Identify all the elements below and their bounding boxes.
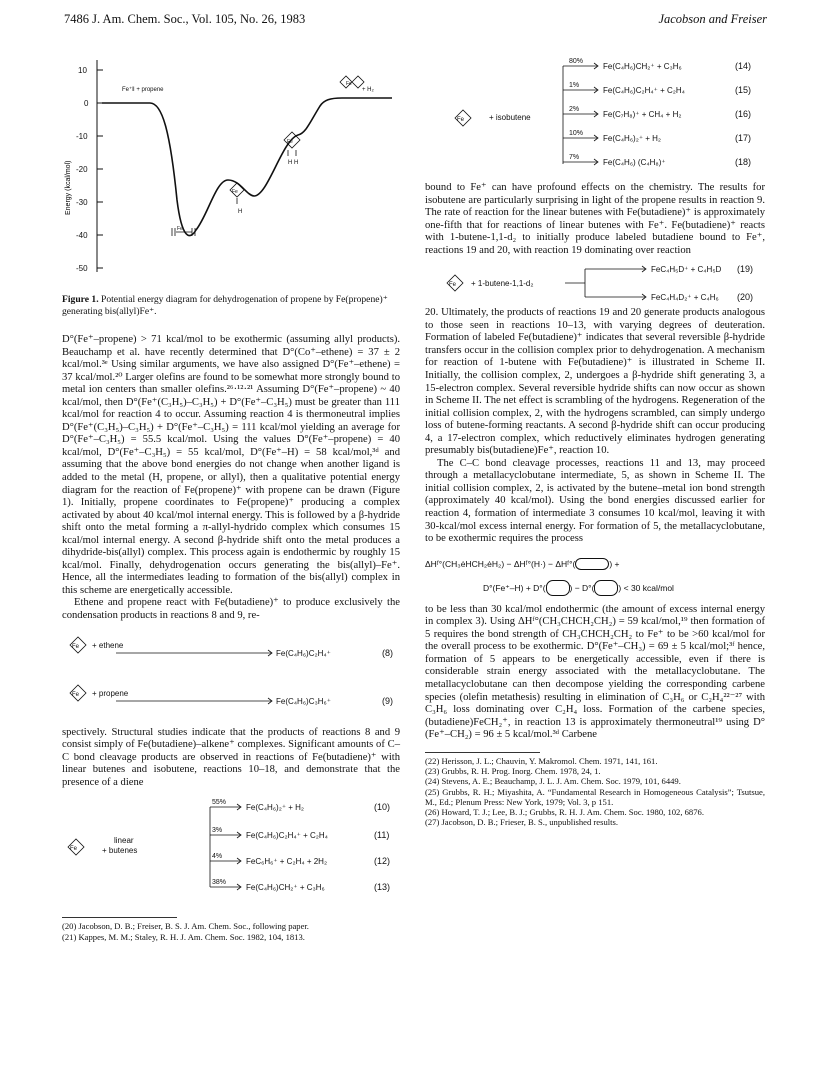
label-hydride-h: H bbox=[238, 209, 243, 215]
label-h2-end: + H₂ bbox=[362, 87, 374, 93]
left-column bbox=[62, 334, 400, 942]
rxn10-percent: 55% bbox=[212, 799, 227, 807]
rxn9-reactant: + propene bbox=[92, 688, 129, 698]
rxn8-product: Fe(C₄H₆)C₂H₄⁺ bbox=[276, 648, 331, 658]
rxn11-product: Fe(C₄H₆)C₂H₄⁺ + C₂H₄ bbox=[246, 831, 328, 841]
y-tick-minus40: -40 bbox=[76, 231, 88, 240]
rxn-iso-reactant: + isobutene bbox=[489, 113, 531, 122]
figure-1-caption bbox=[62, 294, 400, 317]
rxn8-number: (8) bbox=[382, 647, 393, 658]
svg-text:Fe: Fe bbox=[177, 226, 183, 232]
rxn16-product: Fe(C₇H₈)⁺ + CH₄ + H₂ bbox=[603, 110, 682, 119]
rxn9-product: Fe(C₄H₆)C₃H₆⁺ bbox=[276, 696, 331, 706]
svg-text:Fe: Fe bbox=[287, 139, 293, 145]
reaction-8-scheme bbox=[62, 627, 400, 679]
caption-label: Figure 1. bbox=[62, 294, 99, 305]
equation-line-1: ΔHᶠ°(CH₃ėHCH₂ėH₂) − ΔHᶠ°(H·) − ΔHᶠ°( bbox=[425, 558, 576, 569]
footnote: (23) Grubbs, R. H. Prog. Inorg. Chem. 1978, 24, 1. bbox=[425, 765, 601, 776]
running-header-right: Jacobson and Freiser bbox=[658, 12, 767, 26]
rxn11-number: (11) bbox=[374, 830, 390, 841]
footnote: (25) Grubbs, R. H.; Miyashita, A. “Fundamental Research in Homogeneous Catalysis”; Tsutsue, M., Ed.; Plenum Press: New York, 1979; Vol. 3, p 151. bbox=[425, 786, 765, 807]
footnote: (21) Kappes, M. M.; Staley, R. H. J. Am. Chem. Soc. 1982, 104, 1813. bbox=[62, 931, 305, 942]
running-header-left: 7486 J. Am. Chem. Soc., Vol. 105, No. 26, 1983 bbox=[64, 12, 306, 26]
energy-curve bbox=[102, 98, 392, 236]
rxn19-product: FeC₄H₅D⁺ + C₄H₅D bbox=[651, 265, 722, 275]
svg-text:Fe: Fe bbox=[346, 81, 352, 87]
y-tick-0: 0 bbox=[84, 99, 89, 108]
footnote: (24) Stevens, A. E.; Beauchamp, J. L. J. Am. Chem. Soc. 1979, 101, 6449. bbox=[425, 776, 681, 787]
rxn15-product: Fe(C₄H₆)C₂H₄⁺ + C₂H₄ bbox=[603, 86, 685, 95]
rxn18-product: Fe(C₄H₆) (C₄H₈)⁺ bbox=[603, 158, 666, 167]
y-tick-minus50: -50 bbox=[76, 264, 88, 273]
rxn20-product: FeC₄H₄D₂⁺ + C₄H₆ bbox=[651, 293, 719, 303]
rxn18-number: (18) bbox=[735, 157, 752, 167]
footnote: (20) Jacobson, D. B.; Freiser, B. S. J. Am. Chem. Soc., following paper. bbox=[62, 921, 309, 932]
rxn14-percent: 80% bbox=[569, 58, 584, 65]
rxn-linear-reactant-1: linear bbox=[114, 836, 134, 846]
energy-equation: ΔHᶠ°(CH₃ėHCH₂ėH₂) − ΔHᶠ°(H·) − ΔHᶠ°( ) + D°(Fe⁺–H) + D°( ) − D°( ) < 30 kcal/mol bbox=[425, 552, 765, 600]
y-tick-minus30: -30 bbox=[76, 198, 88, 207]
rxn13-percent: 38% bbox=[212, 879, 227, 887]
rxn15-percent: 1% bbox=[569, 82, 580, 89]
paragraph: The C–C bond cleavage processes, reactions 11 and 13, may proceed through a metallacyclobutane intermediate, 5, as shown in Scheme II. The initial collision complex, 2, is activated by the butene–metal ion bond strength (approximately 40 kcal/mol). Using the bond energies discussed earlier for reaction 4, formation of intermediate 3 consumes 10 kcal/mol, leaving it with 30-kcal/mol excess internal energy. For formation of 5, the metallacyclobutane, to be exothermic requires the process bbox=[425, 457, 765, 545]
equation-line-3: ) < 30 kcal/mol bbox=[618, 582, 674, 593]
y-axis-label: Energy (kcal/mol) bbox=[65, 160, 72, 215]
rxn19-number: (19) bbox=[737, 264, 754, 275]
rxn17-percent: 10% bbox=[569, 130, 584, 137]
rxn15-number: (15) bbox=[735, 85, 752, 95]
rxn13-product: Fe(C₄H₆)CH₂⁺ + C₃H₆ bbox=[246, 883, 325, 893]
rxn12-percent: 4% bbox=[212, 853, 223, 861]
figure-1-energy-diagram bbox=[62, 50, 402, 290]
rxn20-number: (20) bbox=[737, 292, 754, 303]
y-tick-10: 10 bbox=[78, 66, 87, 75]
paragraph: to be less than 30 kcal/mol endothermic (the amount of excess internal energy in complex 3). Using ΔHᶠ°(CH₃CHCH₂CH₂) = 59 kcal/mol,¹⁹ then formation of 5 requires the bond strength of CH₃CHCH₂CH₂ to Fe⁺ to be >60 kcal/mol for the overall process to be exothermic. D°(Fe⁺–CH₃) = 69 ± 5 kcal/mol;³ᶠ hence, formation of 5 appears to be energetically accessible, even if there is considerable strain energy associated with the metallacyclobutane. The metallacyclobutane can then decompose yielding the corresponding carbene species (olefin metathesis) resulting in elimination of C₃H₆ or C₂H₄²²⁻²⁷ with C₃H₆ loss dominating over C₂H₄ loss. Formation of the carbene species, (butadiene)FeCH₂⁺, in reaction 13 is approximately thermoneutral¹⁹ using D°(Fe⁺–CH₂) = 96 ± 5 kcal/mol.³ᵈ Carbene bbox=[425, 603, 765, 741]
rxn16-number: (16) bbox=[735, 109, 752, 119]
paragraph: 20. Ultimately, the products of reactions 19 and 20 generate products analogous to those seen in reactions 10–13, with varying degrees of deuteration. Formation of labeled Fe(butadiene)⁺ indicates that several reversible β-hydride transfers occur in the collision complex prior to dehydrogenation. A mechanism for reaction of 1-butene with Fe(butadiene)⁺ is illustrated in Scheme II. Initially, the collision complex, 2, undergoes a β-hydride shift generating 3, a 15-electron complex. Several reversible hydride shifts can now occur as shown in Scheme II. The net effect is scrambling of the hydrogens. Regeneration of the initial collision complex, 2, with the hydrogens scrambled, can simply undergo loss of butene-forming reactants. A second β-hydride shift can occur producing 4, a 17-electron complex, which reductively eliminates hydrogen generating presumably bis(butadiene)Fe⁺, reaction 10. bbox=[425, 307, 765, 457]
rxn16-percent: 2% bbox=[569, 106, 580, 113]
rxn14-number: (14) bbox=[735, 61, 752, 71]
rxn17-number: (17) bbox=[735, 133, 752, 143]
paragraph: D°(Fe⁺–propene) > 71 kcal/mol to be exothermic (assuming allyl products). Beauchamp et al. have recently determined that D°(Co⁺–ethene) = 37 ± 2 kcal/mol.³ᵉ Using similar arguments, we have also assigned D°(Fe⁺–ethene) = 37 kcal/mol.²⁰ Larger olefins are found to be somewhat more strongly bound to metal ion centers than smaller olefins.²⁶·¹²·²¹ Assuming D°(Fe⁺–propene) ~ 40 kcal/mol, then D°(Fe⁺(C₃H₅)–C₃H₅) + D°(Fe⁺–C₃H₅) must be greater than 111 kcal/mol for reaction 4 to occur. Assuming reaction 4 is thermoneutral implies D°(Fe⁺(C₃H₅)–C₃H₅) + D°(Fe⁺–C₃H₅) = 111 kcal/mol yielding an average for D°(Fe⁺–C₃H₅) = 55.5 kcal/mol. Using the values D°(Fe⁺–propene) = 40 kcal/mol, D°(Fe⁺–C₃H₅) = 55 kcal/mol, D°(Fe⁺–H) = 58 kcal/mol,³ᵈ and assuming that the above bond energies do not change when another ligand is added to the metal (H, propene, or allyl), then a qualitative potential energy diagram for the reaction of Fe(propene)⁺ with propene can be drawn (Figure 1). Initially, propene coordinates to Fe(propene)⁺ producing a complex activated by about 40 kcal/mol internal energy. This is followed by a β-hydride shift onto the metal forming a π-allyl-hydrido complex which consumes 15 kcal/mol internal energy. A second β-hydride shift onto the metal produces a dihydride-bis(allyl) complex. This process again is endothermic by roughly 15 kcal/mol. Finally, dehydrogenation occurs generating the bis(allyl)–Fe⁺. Hence, all the intermediates leading to formation of the bis(allyl) complex in this scheme are energetically accessible. bbox=[62, 334, 400, 596]
svg-text:Fe: Fe bbox=[449, 282, 457, 289]
reaction-10-13-scheme bbox=[62, 795, 400, 903]
metallacycle-icon bbox=[594, 580, 618, 596]
right-column bbox=[425, 182, 765, 828]
allyl-radical-icon bbox=[575, 558, 609, 570]
footnote: (27) Jacobson, D. B.; Frieser, B. S., unpublished results. bbox=[425, 817, 619, 828]
svg-text:Fe: Fe bbox=[72, 643, 80, 650]
y-tick-minus10: -10 bbox=[76, 132, 88, 141]
rxn-linear-reactant-2: + butenes bbox=[102, 846, 138, 856]
label-fe-propene-start: Fe⁺‖ + propene bbox=[122, 87, 164, 93]
paragraph: bound to Fe⁺ can have profound effects on the chemistry. The results for isobutene are particularly surprising in light of the propene results in reaction 9. The rate of reaction for the linear butenes with Fe(butadiene)⁺ is approximately one-fifth that for reactions of linear butenes with Fe⁺. Fe(butadiene)⁺ reacts with 1-butene-1,1-d₂ to initially produce labeled butadiene bound to Fe⁺, reactions 19 and 20, with reaction 19 dominating over reaction bbox=[425, 182, 765, 256]
caption-text: Potential energy diagram for dehydrogenation of propene by Fe(propene)⁺ generating bis(allyl)Fe⁺. bbox=[62, 294, 388, 317]
equation-line-2: D°(Fe⁺–H) + D°( bbox=[483, 582, 546, 593]
rxn12-number: (12) bbox=[374, 856, 391, 867]
reaction-9-scheme bbox=[62, 679, 400, 723]
paragraph: spectively. Structural studies indicate that the products of reactions 8 and 9 consist simply of Fe(butadiene)–alkene⁺ complexes. Significant amounts of C–C bond cleavage products are observed in reactions of Fe(butadiene)⁺ with linear butenes and isobutene, reactions 10–18, and demonstrate that the presence of a diene bbox=[62, 726, 400, 788]
footnote: (26) Howard, T. J.; Lee, B. J.; Grubbs, R. H. J. Am. Chem. Soc. 1980, 102, 6876. bbox=[425, 807, 704, 818]
fe-butadiene-icon bbox=[546, 580, 570, 596]
rxn14-product: Fe(C₄H₆)CH₂⁺ + C₃H₆ bbox=[603, 62, 682, 71]
svg-text:Fe: Fe bbox=[457, 117, 465, 123]
y-tick-minus20: -20 bbox=[76, 165, 88, 174]
svg-text:Fe: Fe bbox=[232, 189, 238, 195]
svg-text:Fe: Fe bbox=[70, 846, 78, 853]
rxn13-number: (13) bbox=[374, 882, 391, 893]
left-footnotes bbox=[62, 917, 400, 942]
rxn18-percent: 7% bbox=[569, 154, 580, 161]
rxn12-product: FeC₆H₆⁺ + C₂H₄ + 2H₂ bbox=[246, 857, 328, 867]
reaction-19-20-scheme bbox=[425, 261, 765, 305]
rxn9-number: (9) bbox=[382, 695, 393, 706]
label-dihydride-hh: H H bbox=[288, 160, 299, 166]
rxn10-number: (10) bbox=[374, 802, 391, 813]
paragraph: Ethene and propene react with Fe(butadiene)⁺ to produce exclusively the condensation products in reactions 8 and 9, re- bbox=[62, 597, 400, 622]
footnote: (22) Herisson, J. L.; Chauvin, Y. Makromol. Chem. 1971, 141, 161. bbox=[425, 755, 658, 766]
rxn10-product: Fe(C₄H₆)₂⁺ + H₂ bbox=[246, 803, 305, 813]
structure-bisallyl-end bbox=[340, 76, 364, 88]
right-footnotes bbox=[425, 752, 765, 828]
rxn17-product: Fe(C₄H₆)₂⁺ + H₂ bbox=[603, 134, 662, 143]
reaction-14-18-scheme bbox=[425, 56, 765, 174]
rxn8-reactant: + ethene bbox=[92, 640, 124, 650]
rxn-d2-reactant: + 1-butene-1,1-d₂ bbox=[471, 279, 534, 289]
rxn11-percent: 3% bbox=[212, 827, 223, 835]
y-axis bbox=[97, 60, 103, 272]
svg-text:Fe: Fe bbox=[72, 691, 80, 698]
